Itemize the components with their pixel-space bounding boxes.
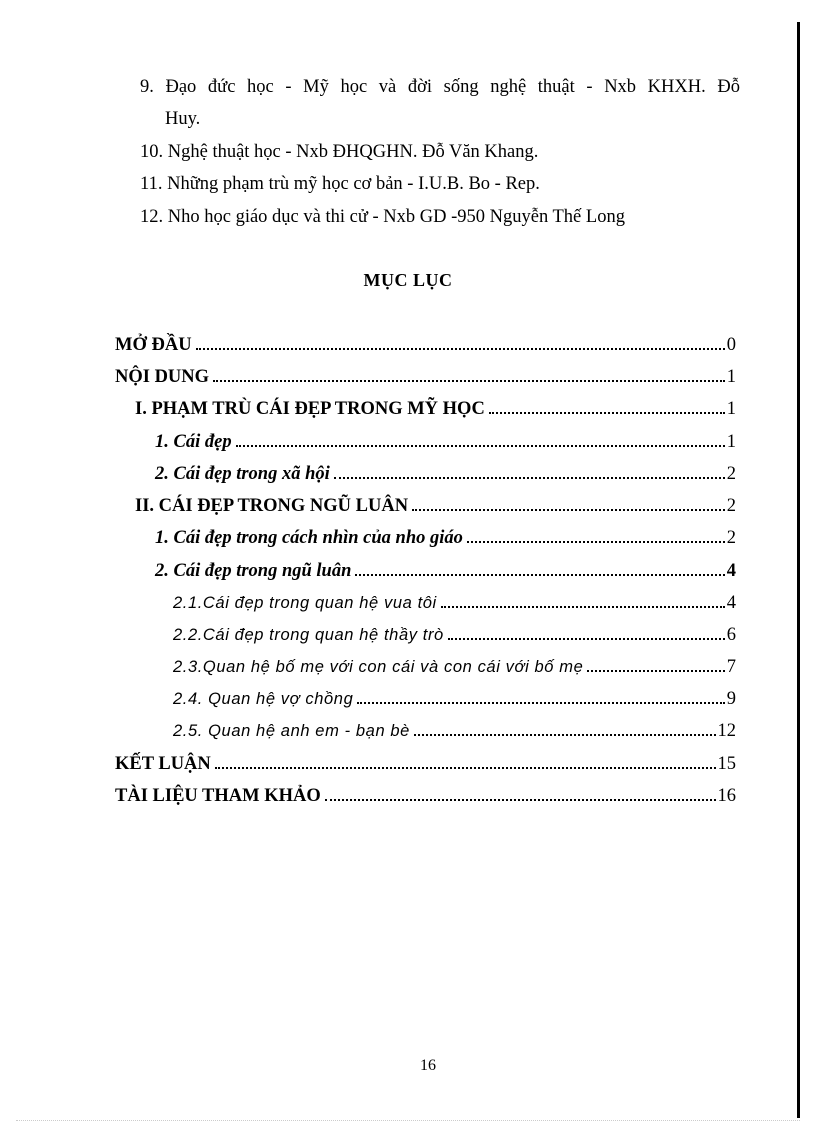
reference-text: Những phạm trù mỹ học cơ bản - I.U.B. Bo - Rep. bbox=[167, 174, 540, 194]
toc-entry-label: 2.4. Quan hệ vợ chồng bbox=[173, 690, 354, 708]
toc-entry-label: 1. Cái đẹp bbox=[155, 432, 232, 452]
reference-number: 9. bbox=[140, 77, 154, 97]
reference-word: Nxb bbox=[604, 77, 637, 97]
reference-text: Nghệ thuật học - Nxb ĐHQGHN. Đỗ Văn Khang. bbox=[167, 142, 539, 162]
toc-entry-page: 16 bbox=[717, 786, 736, 806]
reference-word: Đạo bbox=[165, 77, 197, 97]
toc-entry-cai-dep-xa-hoi[interactable] bbox=[155, 464, 736, 486]
toc-entry-label: KẾT LUẬN bbox=[115, 754, 211, 774]
reference-word: học bbox=[340, 77, 368, 97]
reference-word: và bbox=[378, 77, 397, 97]
toc-entry-page: 4 bbox=[726, 593, 736, 613]
toc-entry-label: 2.1.Cái đẹp trong quan hệ vua tôi bbox=[173, 594, 437, 612]
toc-entry-label: 2. Cái đẹp trong ngũ luân bbox=[155, 561, 352, 581]
toc-entry-label: TÀI LIỆU THAM KHẢO bbox=[115, 786, 321, 806]
page-bottom-border bbox=[16, 1120, 800, 1121]
toc-entry-page: 0 bbox=[726, 335, 736, 355]
dot-leader bbox=[357, 702, 724, 704]
reference-word: sống bbox=[443, 77, 479, 97]
toc-entry-thay-tro[interactable] bbox=[173, 625, 736, 647]
toc-entry-page: 1 bbox=[726, 367, 736, 387]
toc-entry-label: II. CÁI ĐẸP TRONG NGŨ LUÂN bbox=[135, 496, 409, 516]
toc-entry-bo-me-con-cai[interactable] bbox=[173, 657, 736, 679]
reference-text: Nho học giáo dục và thi cử - Nxb GD -950 Nguyễn Thế Long bbox=[167, 207, 625, 227]
dot-leader bbox=[213, 380, 725, 382]
toc-entry-page: 15 bbox=[717, 754, 736, 774]
dot-leader bbox=[355, 574, 724, 576]
toc-entry-ngu-luan[interactable] bbox=[155, 561, 736, 583]
toc-entry-label: 2.2.Cái đẹp trong quan hệ thầy trò bbox=[173, 626, 444, 644]
dot-leader bbox=[414, 734, 716, 736]
toc-entry-label: 2. Cái đẹp trong xã hội bbox=[155, 464, 330, 484]
page-right-border bbox=[797, 22, 800, 1118]
dot-leader bbox=[587, 670, 724, 672]
toc-entry-page: 7 bbox=[726, 657, 736, 677]
toc-entry-label: 1. Cái đẹp trong cách nhìn của nho giáo bbox=[155, 528, 463, 548]
toc-entry-page: 4 bbox=[726, 561, 736, 581]
toc-entry-page: 2 bbox=[726, 528, 736, 548]
reference-word: - bbox=[586, 77, 593, 97]
dot-leader bbox=[441, 606, 725, 608]
reference-word: thuật bbox=[537, 77, 575, 97]
toc-entry-page: 6 bbox=[726, 625, 736, 645]
toc-entry-section-2[interactable] bbox=[135, 496, 736, 518]
reference-word: đức bbox=[207, 77, 236, 97]
toc-entry-page: 1 bbox=[726, 399, 736, 419]
toc-entry-page: 2 bbox=[726, 464, 736, 484]
reference-item-9-line1 bbox=[140, 76, 740, 98]
toc-entry-page: 9 bbox=[726, 689, 736, 709]
toc-entry-page: 1 bbox=[726, 432, 736, 452]
dot-leader bbox=[236, 445, 725, 447]
dot-leader bbox=[489, 412, 725, 414]
toc-entry-section-1[interactable] bbox=[135, 399, 736, 421]
reference-number: 11. bbox=[140, 174, 163, 194]
toc-entry-cai-dep[interactable] bbox=[155, 432, 736, 454]
dot-leader bbox=[467, 541, 725, 543]
reference-item-10 bbox=[140, 141, 538, 163]
page-number: 16 bbox=[420, 1057, 436, 1074]
reference-word: Đỗ bbox=[717, 77, 740, 97]
reference-item-9 bbox=[140, 76, 740, 129]
dot-leader bbox=[334, 477, 725, 479]
toc-entry-label: 2.3.Quan hệ bố mẹ với con cái và con cái với bố mẹ bbox=[173, 658, 584, 676]
reference-word: học bbox=[247, 77, 274, 97]
toc-entry-page: 12 bbox=[717, 721, 736, 741]
toc-entry-tai-lieu[interactable] bbox=[115, 786, 736, 808]
reference-item-12 bbox=[140, 206, 625, 228]
reference-word: KHXH. bbox=[647, 77, 706, 97]
toc-entry-noi-dung[interactable] bbox=[115, 367, 736, 389]
toc-entry-page: 2 bbox=[726, 496, 736, 516]
toc-entry-label: NỘI DUNG bbox=[115, 367, 210, 387]
toc-entry-mo-dau[interactable] bbox=[115, 335, 736, 357]
toc-entry-label: I. PHẠM TRÙ CÁI ĐẸP TRONG MỸ HỌC bbox=[135, 399, 485, 419]
dot-leader bbox=[448, 638, 725, 640]
reference-word: Mỹ bbox=[303, 77, 329, 97]
toc-entry-label: MỞ ĐẦU bbox=[115, 335, 192, 355]
dot-leader bbox=[412, 509, 725, 511]
reference-number: 12. bbox=[140, 207, 164, 227]
reference-number: 10. bbox=[140, 142, 164, 162]
toc-entry-ket-luan[interactable] bbox=[115, 754, 736, 776]
reference-item-11 bbox=[140, 173, 540, 195]
reference-item-9-line2: Huy. bbox=[165, 109, 201, 129]
toc-title: MỤC LỤC bbox=[363, 270, 453, 290]
dot-leader bbox=[325, 799, 716, 801]
toc-entry-anh-em-ban-be[interactable] bbox=[173, 721, 736, 743]
reference-word: - bbox=[285, 77, 292, 97]
dot-leader bbox=[196, 348, 725, 350]
toc-entry-vo-chong[interactable] bbox=[173, 689, 736, 711]
reference-word: đời bbox=[407, 77, 433, 97]
toc-entry-cach-nhin-nho-giao[interactable] bbox=[155, 528, 736, 550]
toc-entry-vua-toi[interactable] bbox=[173, 593, 736, 615]
reference-word: nghệ bbox=[490, 77, 527, 97]
dot-leader bbox=[215, 767, 716, 769]
toc-entry-label: 2.5. Quan hệ anh em - bạn bè bbox=[173, 722, 410, 740]
